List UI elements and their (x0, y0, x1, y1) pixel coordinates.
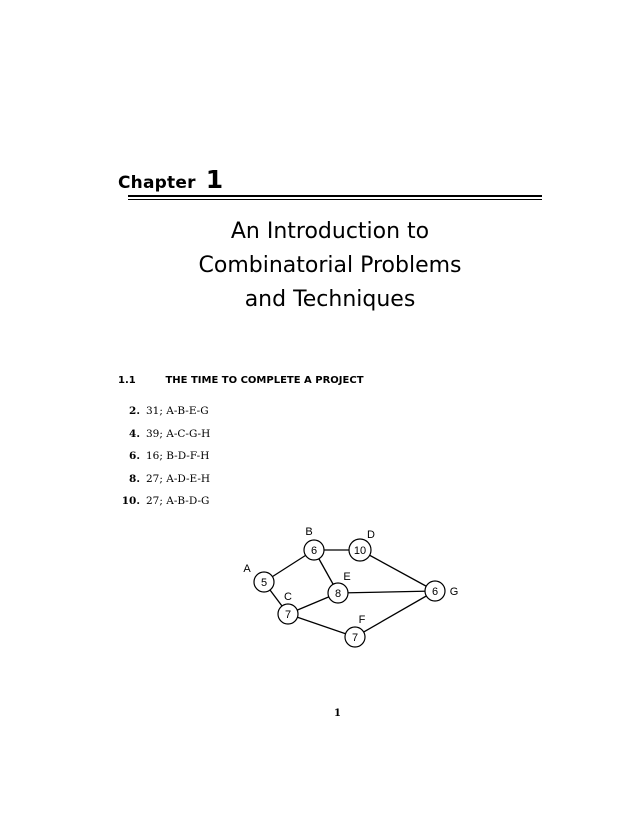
answer-number: 8. (129, 472, 140, 485)
answer-text: 27; A-B-D-G (146, 495, 210, 507)
node-weight: 5 (260, 577, 268, 589)
node-weight: 6 (310, 545, 318, 557)
node-F (345, 614, 366, 647)
answer-number: 6. (129, 450, 140, 462)
node-weight: 7 (351, 632, 359, 644)
node-label: B (305, 526, 313, 538)
edge-D-G (360, 550, 435, 591)
answer-number: 10. (121, 495, 140, 507)
chapter-number: 1 (205, 165, 224, 194)
answer-text: 16; B-D-F-H (146, 450, 210, 462)
node-A (243, 563, 274, 592)
title-line-2: Combinatorial Problems (198, 253, 462, 278)
title-line-1: An Introduction to (230, 219, 430, 244)
edge-C-F (288, 614, 355, 637)
chapter-label: Chapter (118, 173, 196, 193)
node-label: C (284, 591, 292, 603)
node-weight: 10 (353, 545, 367, 557)
node-label: A (243, 563, 251, 575)
node-weight: 7 (284, 609, 292, 621)
node-B (304, 526, 324, 560)
node-label: G (449, 586, 459, 598)
answer-text: 31; A-B-E-G (146, 405, 209, 417)
answer-text: 27; A-D-E-H (146, 472, 211, 485)
answer-number: 2. (129, 405, 140, 417)
edge-F-G (355, 591, 435, 637)
edge-E-G (338, 591, 435, 593)
node-weight: 6 (431, 586, 439, 598)
node-label: E (343, 571, 351, 583)
node-label: F (358, 614, 366, 626)
node-C (278, 591, 298, 624)
answer-text: 39; A-C-G-H (146, 427, 211, 440)
node-weight: 8 (334, 588, 342, 600)
node-label: D (367, 529, 375, 541)
section-number: 1.1 (118, 375, 136, 386)
title-line-3: and Techniques (244, 287, 416, 312)
answer-number: 4. (129, 427, 140, 440)
page-number: 1 (334, 708, 341, 719)
node-G (425, 581, 458, 601)
node-E (328, 571, 351, 603)
section-title: THE TIME TO COMPLETE A PROJECT (165, 375, 364, 386)
